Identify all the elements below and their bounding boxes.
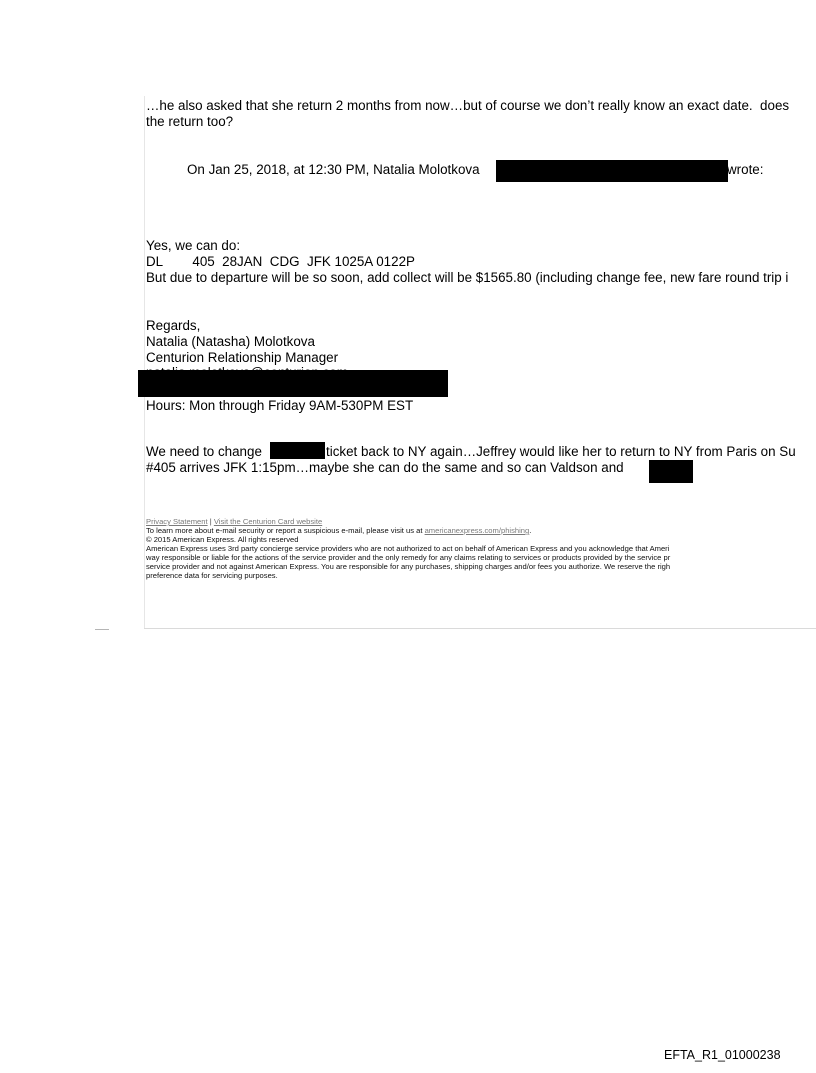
- intro-line-2: the return too?: [146, 114, 234, 129]
- quote-header-wrote: wrote:: [727, 162, 764, 177]
- bates-number: EFTA_R1_01000238: [664, 1048, 781, 1062]
- redaction-box: [649, 460, 693, 483]
- signature-title: Centurion Relationship Manager: [146, 350, 339, 365]
- message-border-bottom: [144, 628, 816, 629]
- footer-disclaimer-3: service provider and not against American Express. You are responsible for any purchases, shipping charges and/or fees you authorize. We reserve the righ: [146, 562, 671, 571]
- redaction-box: [138, 370, 448, 397]
- redaction-box: [270, 442, 325, 459]
- request-line-1-end: ticket back to NY again…Jeffrey would like her to return to NY from Paris on Su: [326, 444, 796, 459]
- privacy-statement-link[interactable]: Privacy Statement: [146, 517, 208, 526]
- security-period: .: [529, 526, 532, 535]
- page-mark: [95, 629, 109, 630]
- flight-itinerary: DL 405 28JAN CDG JFK 1025A 0122P: [146, 254, 415, 269]
- redaction-box: [496, 160, 728, 182]
- request-line-1-start: We need to change: [146, 444, 262, 459]
- intro-line-1: …he also asked that she return 2 months from now…but of course we don’t really know an exact date. does: [146, 98, 790, 113]
- quote-header: On Jan 25, 2018, at 12:30 PM, Natalia Molotkova: [187, 162, 480, 177]
- signature-hours: Hours: Mon through Friday 9AM-530PM EST: [146, 398, 414, 413]
- security-text: To learn more about e-mail security or report a suspicious e-mail, please visit us at: [146, 526, 423, 535]
- message-border-left: [144, 96, 145, 628]
- footer-disclaimer-4: preference data for servicing purposes.: [146, 571, 278, 580]
- reply-line-3: But due to departure will be so soon, add collect will be $1565.80 (including change fee, new fare round trip i: [146, 270, 789, 285]
- request-line-2: #405 arrives JFK 1:15pm…maybe she can do the same and so can Valdson and: [146, 460, 624, 475]
- signature-regards: Regards,: [146, 318, 201, 333]
- phishing-link[interactable]: americanexpress.com/phishing: [424, 526, 530, 535]
- footer-disclaimer-1: American Express uses 3rd party concierge service providers who are not authorized to act on behalf of American Express and you acknowledge that Ameri: [146, 544, 670, 553]
- signature-name: Natalia (Natasha) Molotkova: [146, 334, 315, 349]
- footer-copyright: © 2015 American Express. All rights reserved: [146, 535, 299, 544]
- link-separator: |: [209, 517, 212, 526]
- footer-disclaimer-2: way responsible or liable for the actions of the service provider and the only remedy for any claims relating to services or products provided by the service pr: [146, 553, 671, 562]
- centurion-website-link[interactable]: Visit the Centurion Card website: [213, 517, 323, 526]
- reply-line-1: Yes, we can do:: [146, 238, 241, 253]
